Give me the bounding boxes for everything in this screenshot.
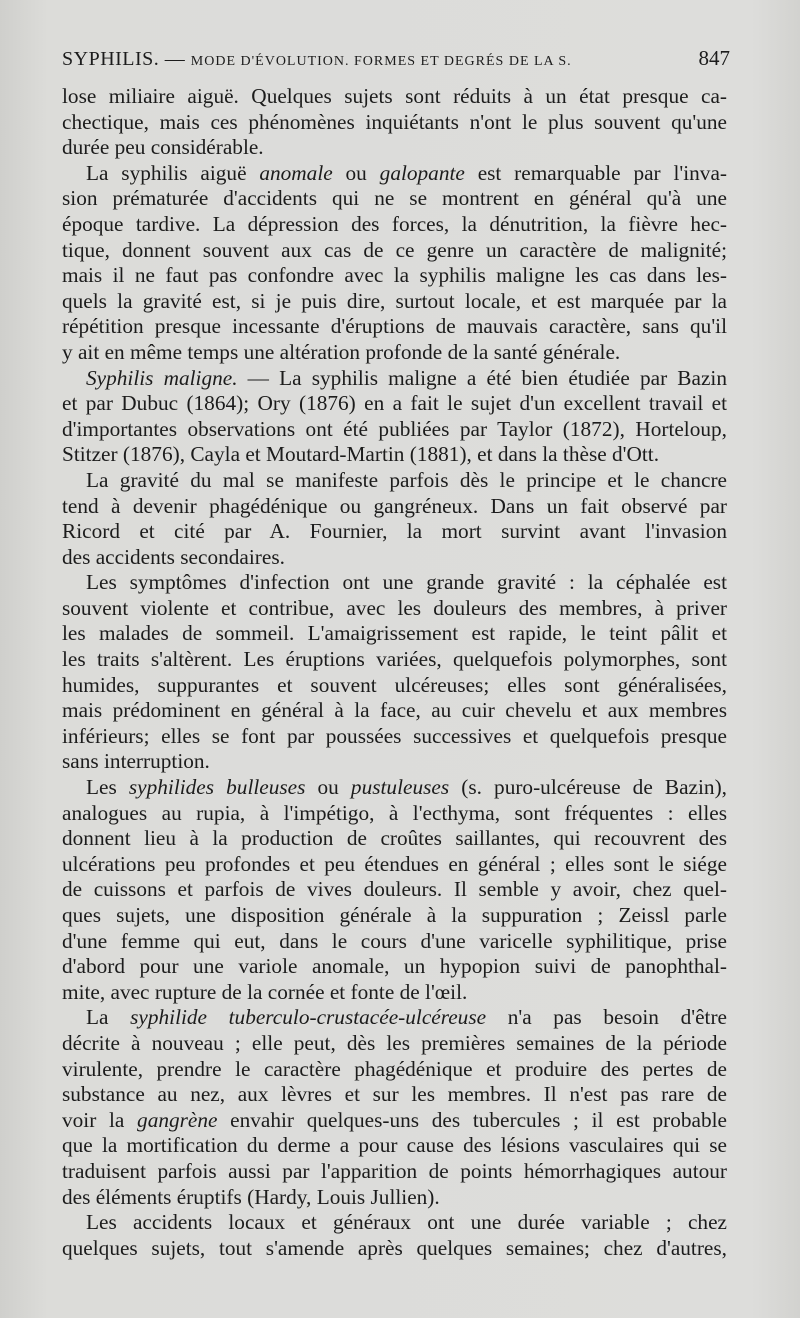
text-line <box>62 775 727 801</box>
text-line <box>62 289 727 315</box>
text-segment: analogues au rupia, à l'impétigo, à l'ecthyma, sont fréquentes : elles <box>62 800 727 825</box>
text-line <box>62 698 727 724</box>
text-segment: (s. puro-ulcéreuse de Bazin), <box>449 775 727 800</box>
italic-text: syphilides bulleuses <box>128 775 306 800</box>
italic-text: gangrène <box>137 1107 218 1132</box>
text-segment: d'une femme qui eut, dans le cours d'une varicelle syphilitique, prise <box>62 928 727 953</box>
text-segment: ques sujets, une disposition générale à la suppuration ; Zeissl parle <box>62 903 727 927</box>
text-segment: de cuissons et parfois de vives douleurs. Il semble y avoir, chez quel- <box>62 877 727 902</box>
text-line <box>62 366 727 392</box>
text-segment: des éléments éruptifs (Hardy, Louis Jullien). <box>62 1184 440 1209</box>
text-segment: Stitzer (1876), Cayla et Moutard-Martin (1881), et dans la thèse d'Ott. <box>62 442 660 467</box>
text-segment: mite, avec rupture de la cornée et fonte de l'œil. <box>62 979 468 1004</box>
text-line <box>62 110 727 136</box>
text-segment: La syphilis aiguë <box>86 160 260 185</box>
text-line <box>62 314 727 340</box>
text-line <box>62 263 727 289</box>
text-line <box>62 84 727 110</box>
text-segment: sion prématurée d'accidents qui ne se montrent en général qu'à une <box>62 186 727 211</box>
text-line <box>62 1108 727 1134</box>
text-segment: durée peu considérable. <box>62 135 264 160</box>
text-segment: humides, suppurantes et souvent ulcéreuses; elles sont généralisées, <box>62 672 727 697</box>
text-segment: sans interruption. <box>62 749 210 774</box>
page-number: 847 <box>698 46 730 70</box>
text-line <box>62 826 727 852</box>
text-segment: envahir quelques-uns des tubercules ; il est probable <box>217 1107 728 1132</box>
text-segment: chectique, mais ces phénomènes inquiétants n'ont le plus souvent qu'une <box>62 109 727 134</box>
text-segment: n'a pas besoin d'être <box>486 1005 727 1030</box>
running-title <box>62 48 572 71</box>
italic-text: syphilide tuberculo-crustacée-ulcéreuse <box>130 1005 487 1030</box>
text-segment: les malades de sommeil. L'amaigrissement est rapide, le teint pâlit et <box>62 621 727 646</box>
italic-text: anomale <box>259 160 333 185</box>
text-line <box>62 570 727 596</box>
text-segment: ou <box>305 775 351 800</box>
text-line <box>62 1210 727 1236</box>
text-segment: souvent violente et contribue, avec les douleurs des membres, à priver <box>62 595 727 620</box>
text-line <box>62 980 727 1006</box>
text-line <box>62 1133 727 1159</box>
text-line <box>62 494 727 520</box>
text-line <box>62 417 727 443</box>
text-segment: époque tardive. La dépression des forces, la dénutrition, la fièvre hec- <box>62 211 727 236</box>
text-line <box>62 621 727 647</box>
text-segment: La gravité du mal se manifeste parfois dès le principe et le chancre <box>86 467 727 492</box>
text-line <box>62 212 727 238</box>
running-title-main: SYPHILIS. — <box>62 48 191 70</box>
italic-text: pustuleuses <box>350 775 450 800</box>
text-segment: Les <box>86 775 129 800</box>
text-segment: tend à devenir phagédénique ou gangréneux. Dans un fait observé par <box>62 493 727 518</box>
text-line <box>62 852 727 878</box>
text-segment: Les symptômes d'infection ont une grande gravité : la céphalée est <box>86 570 727 595</box>
text-segment: quelques sujets, tout s'amende après quelques semaines; chez d'autres, <box>62 1235 727 1260</box>
text-segment: décrite à nouveau ; elle peut, dès les premières semaines de la période <box>62 1030 727 1055</box>
text-segment: donnent lieu à la production de croûtes saillantes, qui recouvrent des <box>62 826 727 851</box>
text-segment: mais prédominent en général à la face, au cuir chevelu et aux membres <box>62 698 727 723</box>
running-title-rest: MODE D'ÉVOLUTION. FORMES ET DEGRÉS DE LA S. <box>190 54 572 69</box>
body-text <box>62 84 727 1261</box>
text-line <box>62 238 727 264</box>
text-line <box>62 903 727 929</box>
text-segment: répétition presque incessante d'éruptions de mauvais caractère, sans qu'il <box>62 314 727 339</box>
text-segment: d'importantes observations ont été publiées par Taylor (1872), Horteloup, <box>62 416 727 441</box>
text-line <box>62 442 727 468</box>
text-line <box>62 749 727 775</box>
text-segment: que la mortification du derme a pour cause des lésions vasculaires qui se <box>62 1133 727 1158</box>
text-line <box>62 391 727 417</box>
text-line <box>62 596 727 622</box>
text-line <box>62 1082 727 1108</box>
text-segment: d'abord pour une variole anomale, un hypopion suivi de panophthal- <box>62 954 727 979</box>
text-line <box>62 929 727 955</box>
text-line <box>62 954 727 980</box>
text-line <box>62 519 727 545</box>
text-line <box>62 1057 727 1083</box>
text-line <box>62 1159 727 1185</box>
text-line <box>62 724 727 750</box>
text-line <box>62 673 727 699</box>
text-line <box>62 1031 727 1057</box>
text-segment: substance au nez, aux lèvres et sur les membres. Il n'est pas rare de <box>62 1082 727 1107</box>
text-segment: inférieurs; elles se font par poussées successives et quelquefois presque <box>62 723 727 748</box>
text-segment: ulcérations peu profondes et peu étendues en général ; elles sont le siége <box>62 851 727 876</box>
text-line <box>62 1005 727 1031</box>
text-segment: mais il ne faut pas confondre avec la syphilis maligne les cas dans les- <box>62 263 727 288</box>
text-segment: virulente, prendre le caractère phagédénique et produire des pertes de <box>62 1056 727 1081</box>
text-segment: tique, donnent souvent aux cas de ce genre un caractère de malignité; <box>62 237 727 262</box>
text-segment: Les accidents locaux et généraux ont une durée variable ; chez <box>86 1210 727 1235</box>
text-segment: et par Dubuc (1864); Ory (1876) en a fait le sujet d'un excellent travail et <box>62 391 727 416</box>
italic-text: galopante <box>379 160 465 185</box>
text-segment: Ricord et cité par A. Fournier, la mort survint avant l'invasion <box>62 519 727 544</box>
text-line <box>62 340 727 366</box>
text-segment: les traits s'altèrent. Les éruptions variées, quelquefois polymorphes, sont <box>62 647 727 672</box>
text-line <box>62 801 727 827</box>
text-segment: voir la <box>62 1107 138 1132</box>
text-line <box>62 186 727 212</box>
text-segment: des accidents secondaires. <box>62 544 285 569</box>
text-line <box>62 545 727 571</box>
text-segment: lose miliaire aiguë. Quelques sujets sont réduits à un état presque ca- <box>62 84 727 108</box>
italic-text: Syphilis maligne. <box>86 365 238 390</box>
text-segment: ou <box>332 160 380 185</box>
text-line <box>62 1236 727 1262</box>
text-segment: quels la gravité est, si je puis dire, surtout locale, et est marquée par la <box>62 288 727 313</box>
text-line <box>62 161 727 187</box>
text-segment: y ait en même temps une altération profonde de la santé générale. <box>62 339 621 364</box>
text-line <box>62 647 727 673</box>
text-line <box>62 877 727 903</box>
text-segment: traduisent parfois aussi par l'apparition de points hémorrhagiques autour <box>62 1158 727 1183</box>
text-segment: — La syphilis maligne a été bien étudiée par Bazin <box>237 365 727 390</box>
text-line <box>62 1185 727 1211</box>
text-line <box>62 468 727 494</box>
text-line <box>62 135 727 161</box>
text-segment: est remarquable par l'inva- <box>464 160 727 185</box>
text-segment: La <box>86 1005 131 1030</box>
running-header <box>62 46 730 76</box>
